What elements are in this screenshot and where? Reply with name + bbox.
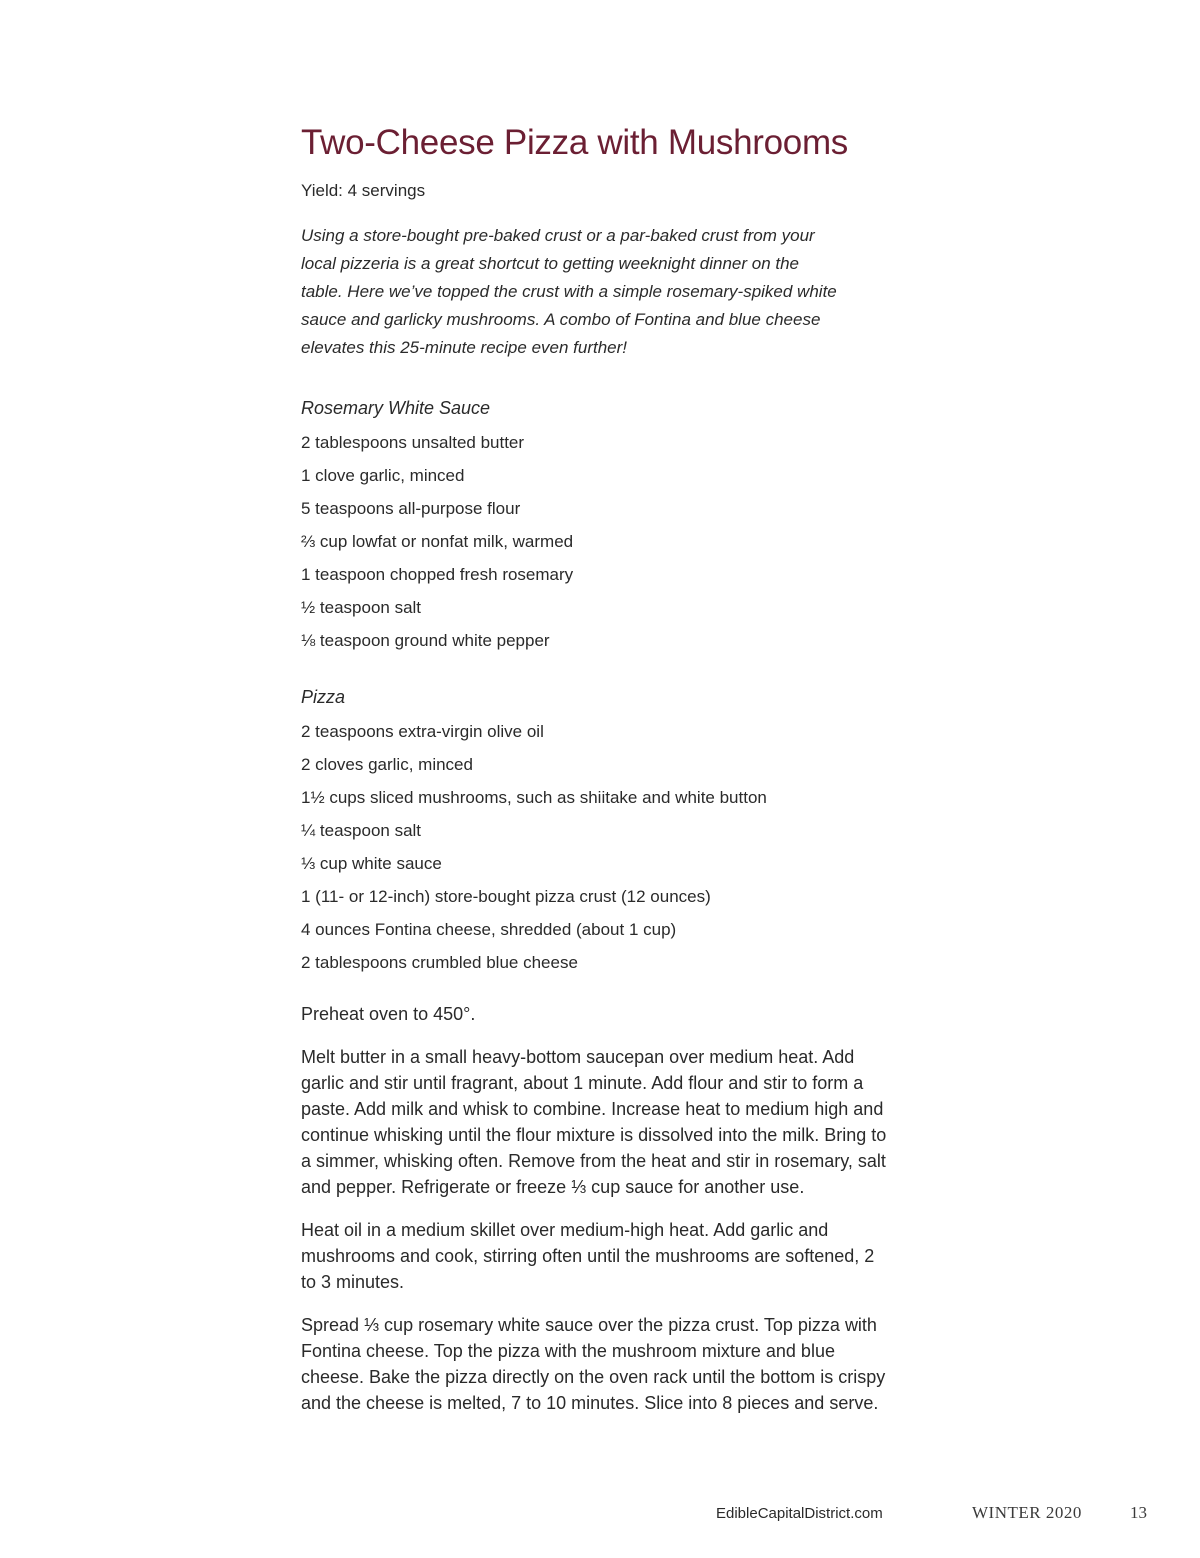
sauce-section-heading: Rosemary White Sauce <box>301 398 491 418</box>
recipe-step: Heat oil in a medium skillet over medium-high heat. Add garlic and mushrooms and cook, stirring often until the mushrooms are softened, 2 to 3 minutes. <box>301 1220 875 1292</box>
ingredient-item: 1 teaspoon chopped fresh rosemary <box>301 565 574 584</box>
ingredient-item: 1 clove garlic, minced <box>301 466 465 485</box>
recipe-steps <box>301 1001 901 1416</box>
recipe-title: Two-Cheese Pizza with Mushrooms <box>301 123 849 162</box>
footer-issue: WINTER 2020 <box>972 1503 1082 1522</box>
page-footer <box>0 1502 1200 1528</box>
ingredient-item: 1 (11- or 12-inch) store-bought pizza crust (12 ounces) <box>301 887 711 906</box>
recipe-step: Spread ⅓ cup rosemary white sauce over the pizza crust. Top pizza with Fontina cheese. Top the pizza with the mushroom mixture and blue cheese. Bake the pizza directly on the oven rack until the bottom is crispy and the cheese is melted, 7 to 10 minutes. Slice into 8 pieces and serve. <box>301 1315 886 1413</box>
ingredient-item: 5 teaspoons all-purpose flour <box>301 499 521 518</box>
ingredient-item: 2 tablespoons crumbled blue cheese <box>301 953 578 972</box>
ingredient-item: 1½ cups sliced mushrooms, such as shiitake and white button <box>301 788 767 807</box>
recipe-yield: Yield: 4 servings <box>301 181 426 200</box>
recipe-intro: Using a store-bought pre-baked crust or a par-baked crust from your local pizzeria is a great shortcut to getting weeknight dinner on the table. Here we’ve topped the crust with a simple rosemary-spiked white sauce and garlicky mushrooms. A combo of Fontina and blue cheese elevates this 25-minute recipe even further! <box>301 226 837 357</box>
recipe-page <box>301 120 901 1433</box>
footer-website: EdibleCapitalDistrict.com <box>716 1505 883 1522</box>
ingredient-item: ⅔ cup lowfat or nonfat milk, warmed <box>301 532 574 551</box>
ingredient-item: ½ teaspoon salt <box>301 598 422 617</box>
recipe-step: Melt butter in a small heavy-bottom saucepan over medium heat. Add garlic and stir until fragrant, about 1 minute. Add flour and stir to form a paste. Add milk and whisk to combine. Increase heat to medium high and continue whisking until the flour mixture is dissolved into the milk. Bring to a simmer, whisking often. Remove from the heat and stir in rosemary, salt and pepper. Refrigerate or freeze ⅓ cup sauce for another use. <box>301 1047 887 1197</box>
ingredient-item: ⅓ cup white sauce <box>301 854 442 873</box>
pizza-section-heading: Pizza <box>301 687 346 707</box>
ingredient-item: 2 cloves garlic, minced <box>301 755 473 774</box>
page-number: 13 <box>1130 1503 1147 1522</box>
pizza-ingredient-list <box>301 715 901 979</box>
ingredient-item: ⅛ teaspoon ground white pepper <box>301 631 550 650</box>
ingredient-item: 2 tablespoons unsalted butter <box>301 433 525 452</box>
ingredient-item: ¼ teaspoon salt <box>301 821 422 840</box>
ingredient-item: 2 teaspoons extra-virgin olive oil <box>301 722 544 741</box>
ingredient-item: 4 ounces Fontina cheese, shredded (about 1 cup) <box>301 920 677 939</box>
sauce-ingredient-list <box>301 426 901 657</box>
recipe-step: Preheat oven to 450°. <box>301 1004 476 1024</box>
